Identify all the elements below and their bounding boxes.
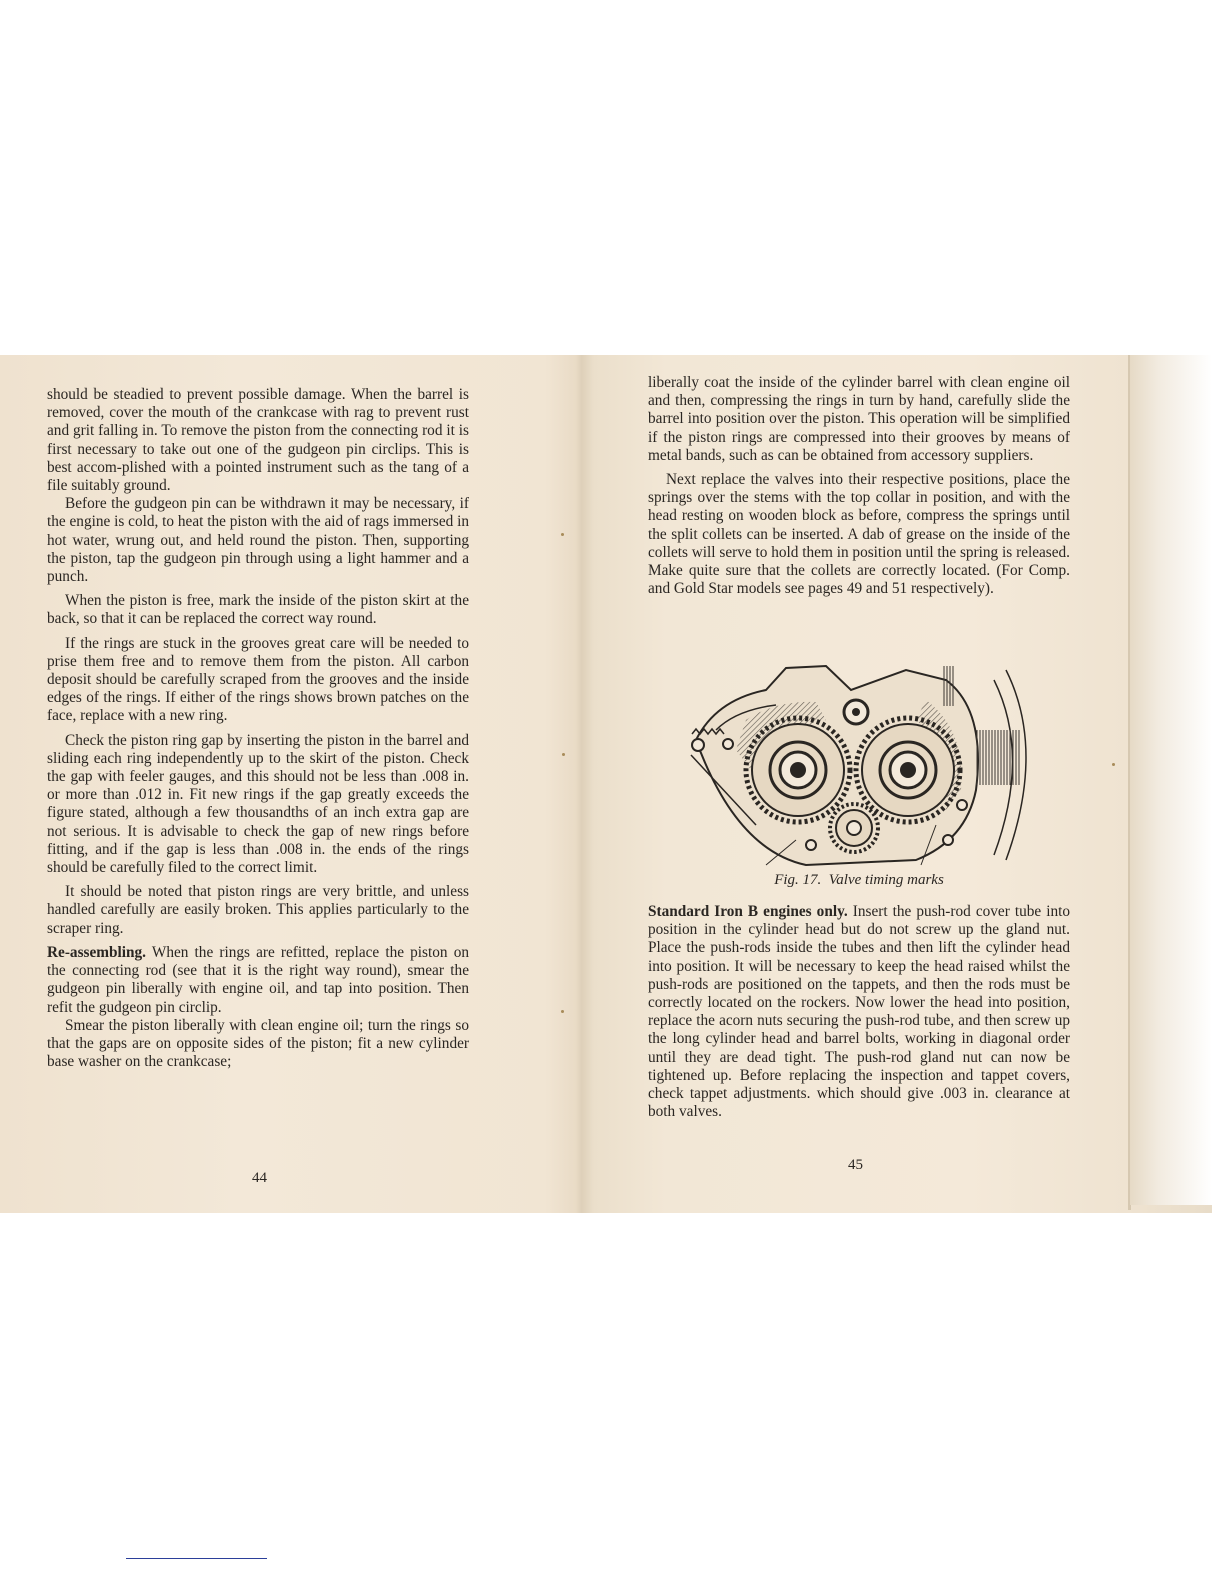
figure-caption	[648, 872, 1070, 889]
section-heading: Standard Iron B engines only.	[648, 903, 848, 920]
page-edge-shadow	[1130, 355, 1212, 1205]
paragraph: should be steadied to prevent possible damage. When the barrel is removed, cover the mouth of the crankcase with rag to prevent rust and grit falling in. To remove the piston from the connecting rod it is first necessary to take out one of the gudgeon pin circlips. This is best accom-plished with a pointed instrument such as the tang of a file suitably ground.	[47, 386, 469, 495]
figure-caption-label: Fig. 17.	[774, 872, 822, 888]
valve-timing-figure	[676, 660, 1042, 868]
paragraph: Next replace the valves into their respective positions, place the springs over the stems with the top collar in position, and with the head resting on wooden block as before, compress the springs until the split collets can be inserted. A dab of grease on the inside of the collets will serve to hold them in position until the spring is released. Make quite sure that the collets are correctly located. (For Comp. and Gold Star models see pages 49 and 51 respectively).	[648, 471, 1070, 598]
paragraph-reassembling	[47, 944, 469, 1017]
figure-caption-text: Valve timing marks	[828, 872, 944, 888]
right-page	[648, 374, 1070, 598]
paragraph-standard	[648, 903, 1070, 1121]
page-number-left: 44	[252, 1170, 267, 1186]
print-mark	[561, 533, 564, 536]
paragraph: Check the piston ring gap by inserting the piston in the barrel and sliding each ring independently up to the skirt of the piston. Check the gap with feeler gauges, and this should not be less than .008 in. or more than .012 in. Fit new rings if the gap greatly exceeds the figure stated, although a few thousandths of an inch extra gap are not serious. It is advisable to check the gap of new rings before fitting, and if the gap is less than .008 in. the ends of the rings should be carefully filed to the correct limit.	[47, 731, 469, 877]
paragraph: If the rings are stuck in the grooves great care will be needed to prise them free and to remove them from the piston. All carbon deposit should be carefully scraped from the grooves and the inside edges of the rings. If either of the rings shows brown patches on the face, replace with a new ring.	[47, 634, 469, 725]
page-number-right: 45	[848, 1157, 863, 1173]
left-page	[47, 386, 469, 1071]
paragraph: It should be noted that piston rings are very brittle, and unless handled carefully are easily broken. This applies particularly to the scraper ring.	[47, 883, 469, 937]
bottom-rule	[126, 1558, 267, 1559]
print-mark	[561, 1010, 564, 1013]
print-mark	[1112, 763, 1115, 766]
section-heading: Re-assembling.	[47, 943, 147, 961]
paragraph: liberally coat the inside of the cylinder barrel with clean engine oil and then, compressing the rings in turn by hand, carefully slide the barrel into position over the piston. This operation will be simplified if the piston rings are compressed into their grooves by means of metal bands, such as can be obtained from accessory suppliers.	[648, 374, 1070, 464]
section-text: When the rings are refitted, replace the piston on the connecting rod (see that it is the right way round), smear the gudgeon pin liberally with engine oil, and tap into position. Then refit the gudgeon pin circlip.	[47, 943, 469, 1016]
right-page-lower	[648, 903, 1070, 1121]
print-mark	[562, 753, 565, 756]
paragraph: Smear the piston liberally with clean engine oil; turn the rings so that the gaps are on opposite sides of the piston; fit a new cylinder base washer on the crankcase;	[47, 1016, 469, 1071]
paragraph: When the piston is free, mark the inside of the piston skirt at the back, so that it can be replaced the correct way round.	[47, 592, 469, 628]
paragraph: Before the gudgeon pin can be withdrawn it may be necessary, if the engine is cold, to heat the piston with the aid of rags immersed in hot water, wrung out, and held round the piston. Then, supporting the piston, tap the gudgeon pin through using a light hammer and a punch.	[47, 495, 469, 586]
section-text: Insert the push-rod cover tube into position in the cylinder head but do not screw up the gland nut. Place the push-rods inside the tubes and then lift the cylinder head into position. It will be necessary to keep the head raised whilst the push-rods are positioned on the tappets, and then the rods must be correctly located on the rockers. Now lower the head into position, replace the acorn nuts securing the push-rod tube, and then screw up the long cylinder head and barrel bolts, working in diagonal order until they are dead tight. The push-rod gland nut can now be tightened up. Before replacing the inspection and tappet covers, check tappet adjustments. which should give .003 in. clearance at both valves.	[648, 903, 1071, 1121]
